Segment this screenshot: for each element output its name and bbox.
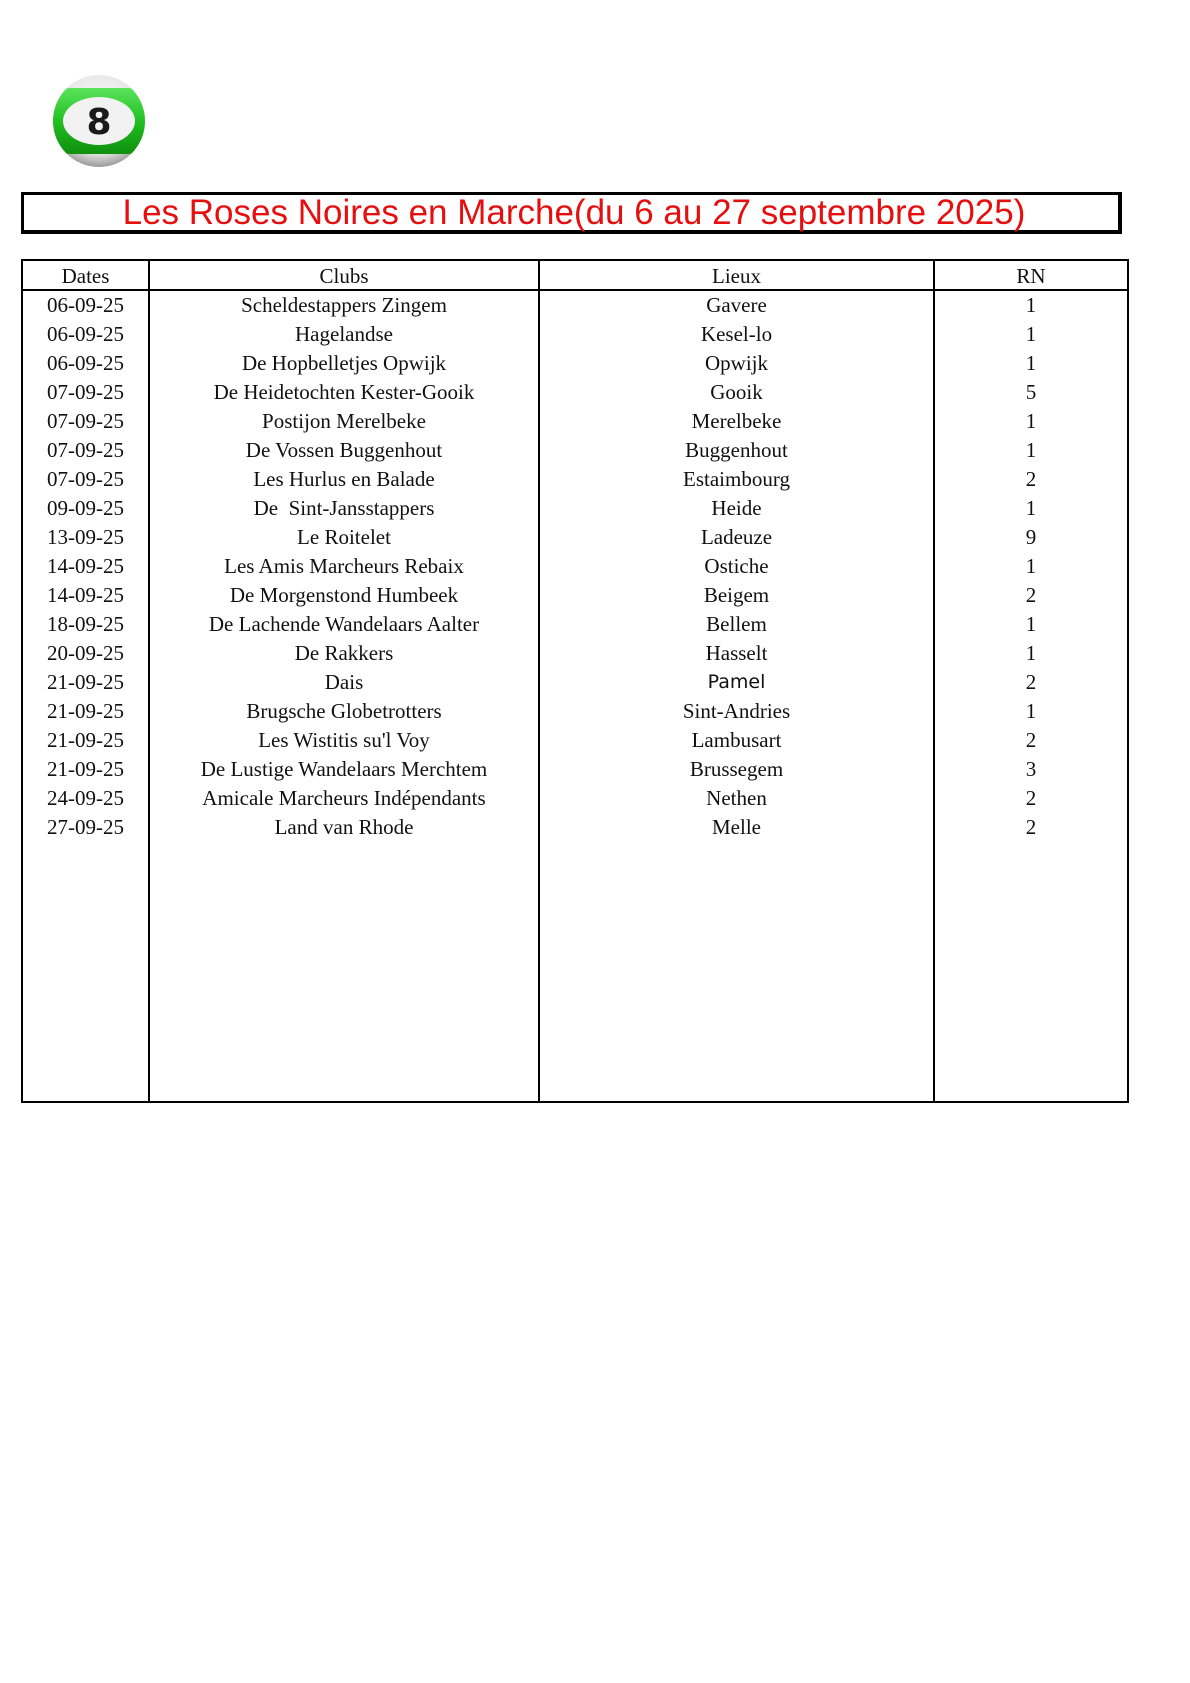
cell-club: Scheldestappers Zingem	[149, 290, 539, 320]
cell-lieu: Gooik	[539, 378, 934, 407]
header-rn: RN	[934, 260, 1128, 290]
cell-rn: 1	[934, 610, 1128, 639]
cell-date: 18-09-25	[22, 610, 149, 639]
table-row	[22, 784, 1128, 813]
cell-lieu: Pamel	[539, 668, 934, 697]
cell-club: De Lachende Wandelaars Aalter	[149, 610, 539, 639]
cell-lieu: Brussegem	[539, 755, 934, 784]
cell-rn: 1	[934, 320, 1128, 349]
table-header-row	[22, 260, 1128, 290]
cell-club: De Heidetochten Kester-Gooik	[149, 378, 539, 407]
cell-date: 21-09-25	[22, 697, 149, 726]
cell-club: De Lustige Wandelaars Merchtem	[149, 755, 539, 784]
cell-lieu: Estaimbourg	[539, 465, 934, 494]
cell-lieu: Merelbeke	[539, 407, 934, 436]
cell-date: 06-09-25	[22, 290, 149, 320]
cell-rn: 1	[934, 494, 1128, 523]
cell-lieu: Buggenhout	[539, 436, 934, 465]
cell-lieu: Beigem	[539, 581, 934, 610]
table-row	[22, 813, 1128, 842]
cell-lieu: Nethen	[539, 784, 934, 813]
cell-rn: 2	[934, 581, 1128, 610]
cell-club: Les Amis Marcheurs Rebaix	[149, 552, 539, 581]
cell-rn: 2	[934, 784, 1128, 813]
cell-date: 27-09-25	[22, 813, 149, 842]
cell-lieu: Opwijk	[539, 349, 934, 378]
cell-rn: 1	[934, 697, 1128, 726]
cell-rn: 2	[934, 813, 1128, 842]
cell-lieu: Hasselt	[539, 639, 934, 668]
table-row	[22, 494, 1128, 523]
empty-cell	[22, 842, 149, 1102]
table-row	[22, 378, 1128, 407]
cell-club: De Morgenstond Humbeek	[149, 581, 539, 610]
cell-date: 13-09-25	[22, 523, 149, 552]
table-row	[22, 697, 1128, 726]
cell-lieu: Melle	[539, 813, 934, 842]
cell-rn: 9	[934, 523, 1128, 552]
cell-club: Les Hurlus en Balade	[149, 465, 539, 494]
page-title: Les Roses Noires en Marche(du 6 au 27 septembre 2025)	[122, 193, 1026, 232]
cell-date: 21-09-25	[22, 726, 149, 755]
cell-club: Dais	[149, 668, 539, 697]
cell-lieu: Lambusart	[539, 726, 934, 755]
title-banner	[21, 192, 1122, 234]
header-lieux: Lieux	[539, 260, 934, 290]
cell-rn: 1	[934, 407, 1128, 436]
table-row	[22, 349, 1128, 378]
cell-club: Les Wistitis su'l Voy	[149, 726, 539, 755]
cell-rn: 2	[934, 465, 1128, 494]
cell-rn: 1	[934, 639, 1128, 668]
cell-club: De Hopbelletjes Opwijk	[149, 349, 539, 378]
table-row	[22, 726, 1128, 755]
empty-filler-row	[22, 842, 1128, 1102]
header-dates: Dates	[22, 260, 149, 290]
cell-lieu: Ladeuze	[539, 523, 934, 552]
table-row	[22, 639, 1128, 668]
cell-lieu: Gavere	[539, 290, 934, 320]
cell-club: Brugsche Globetrotters	[149, 697, 539, 726]
table-row	[22, 552, 1128, 581]
table-row	[22, 290, 1128, 320]
cell-rn: 3	[934, 755, 1128, 784]
cell-club: Le Roitelet	[149, 523, 539, 552]
table-row	[22, 581, 1128, 610]
cell-club: Postijon Merelbeke	[149, 407, 539, 436]
cell-date: 07-09-25	[22, 465, 149, 494]
empty-cell	[539, 842, 934, 1102]
cell-lieu: Bellem	[539, 610, 934, 639]
cell-lieu: Sint-Andries	[539, 697, 934, 726]
cell-club: Amicale Marcheurs Indépendants	[149, 784, 539, 813]
table-row	[22, 407, 1128, 436]
table-row	[22, 465, 1128, 494]
cell-club: De Sint-Jansstappers	[149, 494, 539, 523]
cell-rn: 1	[934, 349, 1128, 378]
table-row	[22, 320, 1128, 349]
cell-lieu: Heide	[539, 494, 934, 523]
cell-lieu: Ostiche	[539, 552, 934, 581]
cell-rn: 1	[934, 552, 1128, 581]
cell-date: 06-09-25	[22, 349, 149, 378]
cell-date: 14-09-25	[22, 581, 149, 610]
walks-schedule-table	[21, 259, 1129, 1103]
ball-number: 8	[86, 102, 112, 143]
billiard-8-ball-icon	[50, 72, 148, 170]
cell-date: 07-09-25	[22, 436, 149, 465]
cell-rn: 2	[934, 726, 1128, 755]
cell-date: 07-09-25	[22, 378, 149, 407]
cell-club: Land van Rhode	[149, 813, 539, 842]
cell-rn: 1	[934, 436, 1128, 465]
cell-rn: 1	[934, 290, 1128, 320]
cell-lieu: Kesel-lo	[539, 320, 934, 349]
cell-date: 06-09-25	[22, 320, 149, 349]
cell-club: Hagelandse	[149, 320, 539, 349]
table-row	[22, 668, 1128, 697]
cell-rn: 2	[934, 668, 1128, 697]
cell-rn: 5	[934, 378, 1128, 407]
cell-date: 14-09-25	[22, 552, 149, 581]
table-row	[22, 523, 1128, 552]
cell-club: De Vossen Buggenhout	[149, 436, 539, 465]
table-row	[22, 755, 1128, 784]
table-row	[22, 610, 1128, 639]
cell-date: 21-09-25	[22, 668, 149, 697]
header-clubs: Clubs	[149, 260, 539, 290]
cell-date: 07-09-25	[22, 407, 149, 436]
cell-date: 09-09-25	[22, 494, 149, 523]
cell-club: De Rakkers	[149, 639, 539, 668]
cell-date: 20-09-25	[22, 639, 149, 668]
empty-cell	[149, 842, 539, 1102]
cell-date: 21-09-25	[22, 755, 149, 784]
table-row	[22, 436, 1128, 465]
empty-cell	[934, 842, 1128, 1102]
cell-date: 24-09-25	[22, 784, 149, 813]
